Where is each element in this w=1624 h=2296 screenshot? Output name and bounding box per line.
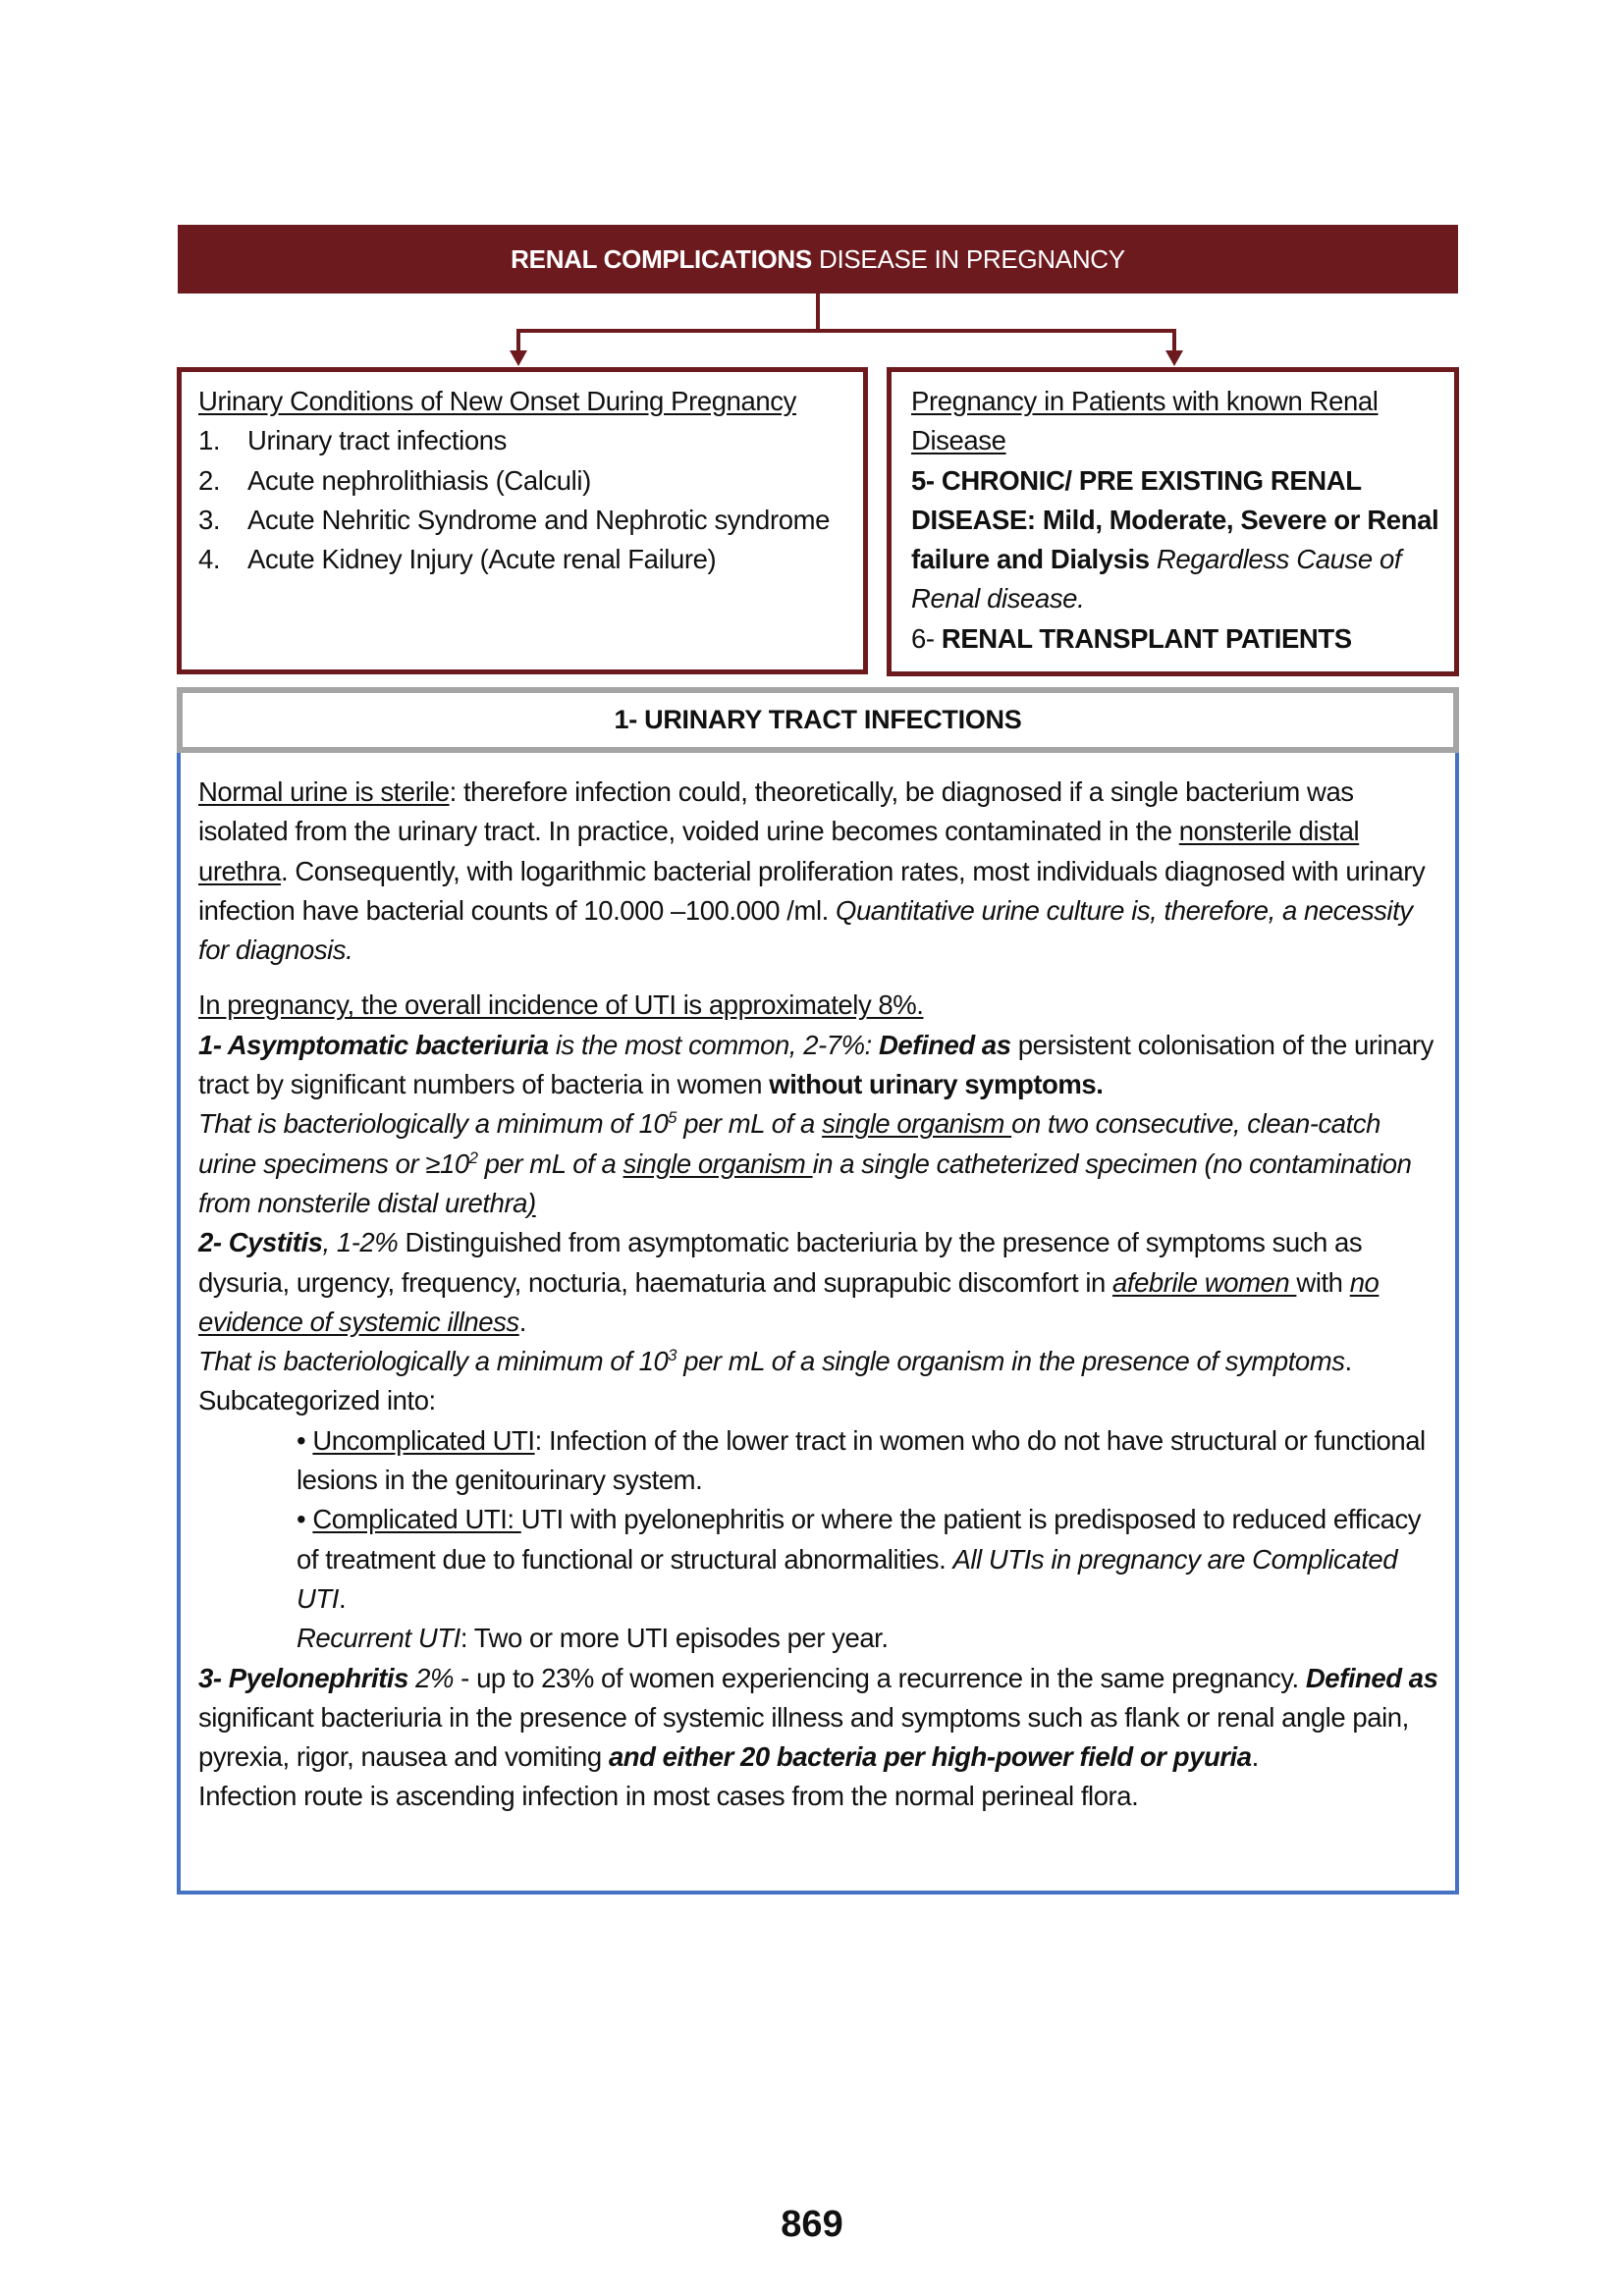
connector-left-drop bbox=[516, 329, 520, 352]
connector-vertical bbox=[816, 293, 820, 332]
connector-horizontal bbox=[516, 329, 1176, 333]
complicated-uti: • Complicated UTI: UTI with pyelonephritis or where the patient is predisposed to reduced efficacy of treatment due to functional or structural abnormalities. All UTIs in pregnancy are Complicated UTI. bbox=[297, 1504, 1422, 1614]
connector-right-drop bbox=[1172, 329, 1176, 352]
list-item: 1. Urinary tract infections bbox=[198, 425, 507, 456]
cystitis-subcategories bbox=[198, 1421, 1443, 1659]
page-number: 869 bbox=[781, 2204, 843, 2245]
known-renal-heading: Pregnancy in Patients with known Renal Disease bbox=[911, 386, 1379, 456]
list-item: 4. Acute Kidney Injury (Acute renal Failure) bbox=[198, 544, 717, 575]
item-renal-transplant: 6- RENAL TRANSPLANT PATIENTS bbox=[911, 622, 1352, 654]
new-onset-conditions-box bbox=[177, 367, 868, 674]
new-onset-heading: Urinary Conditions of New Onset During Pregnancy bbox=[198, 386, 797, 416]
list-item: 3. Acute Nehritic Syndrome and Nephrotic syndrome bbox=[198, 504, 830, 535]
section-title: 1- URINARY TRACT INFECTIONS bbox=[177, 687, 1459, 753]
section-body bbox=[177, 753, 1459, 1895]
item-chronic-renal-disease: 5- CHRONIC/ PRE EXISTING RENAL DISEASE: Mild, Moderate, Severe or Renal failure and Dialysis Regardless Cause of Renal disease. bbox=[911, 464, 1439, 614]
page-title-banner bbox=[178, 225, 1458, 294]
arrow-down-icon bbox=[1165, 350, 1183, 366]
pyelonephritis: 3- Pyelonephritis 2% - up to 23% of women experiencing a recurrence in the same pregnancy. Defined as significant bacteriuria in the presence of systemic illness and symptoms such as flank or renal angle pain, pyrexia, rigor, nausea and vomiting and either 20 bacteria per high-power field or pyuria. bbox=[198, 1662, 1438, 1773]
new-onset-list bbox=[198, 421, 843, 579]
list-item: 2. Acute nephrolithiasis (Calculi) bbox=[198, 464, 591, 496]
arrow-down-icon bbox=[510, 350, 527, 366]
subcategorized-label: Subcategorized into: bbox=[198, 1385, 436, 1416]
title-rest: DISEASE IN PREGNANCY bbox=[818, 243, 1125, 274]
title-bold: RENAL COMPLICATIONS bbox=[511, 243, 812, 274]
known-renal-disease-box bbox=[887, 367, 1459, 676]
incidence-line: In pregnancy, the overall incidence of UTI is approximately 8%. bbox=[198, 989, 924, 1021]
cystitis: 2- Cystitis, 1-2% Distinguished from asymptomatic bacteriuria by the presence of symptoms such as dysuria, urgency, frequency, nocturia, haematuria and suprapubic discomfort in afebrile women with no evidence of systemic illness. That is bacteriologically a minimum of $10^3$ per mL of a single organism in the presence of symptoms. Subcategorized into: bbox=[198, 1227, 1380, 1416]
asymptomatic-bacteriuria: 1- Asymptomatic bacteriuria is the most common, 2-7%: Defined as persistent colonisation of the urinary tract by significant numbers of bacteria in women without urinary symptoms. That is bacteriologically a minimum of $10^5$ per mL of a single organism on two consecutive, clean-catch urine specimens or $\ge 10^2$ per mL of a single organism in a single catheterized specimen (no contamination from nonsterile distal urethra) bbox=[198, 1029, 1434, 1218]
uncomplicated-uti: • Uncomplicated UTI: Infection of the lower tract in women who do not have structural or functional lesions in the genitourinary system. bbox=[297, 1424, 1426, 1496]
recurrent-uti: Recurrent UTI: Two or more UTI episodes per year. bbox=[297, 1623, 889, 1654]
infection-route: Infection route is ascending infection in most cases from the normal perineal flora. bbox=[198, 1781, 1139, 1812]
intro-paragraph: Normal urine is sterile: therefore infection could, theoretically, be diagnosed if a single bacterium was isolated from the urinary tract. In practice, voided urine becomes contaminated in the nonsterile distal urethra. Consequently, with logarithmic bacterial proliferation rates, most individuals diagnosed with urinary infection have bacterial counts of 10.000 –100.000 /ml. Quantitative urine culture is, therefore, a necessity for diagnosis. bbox=[198, 776, 1426, 966]
